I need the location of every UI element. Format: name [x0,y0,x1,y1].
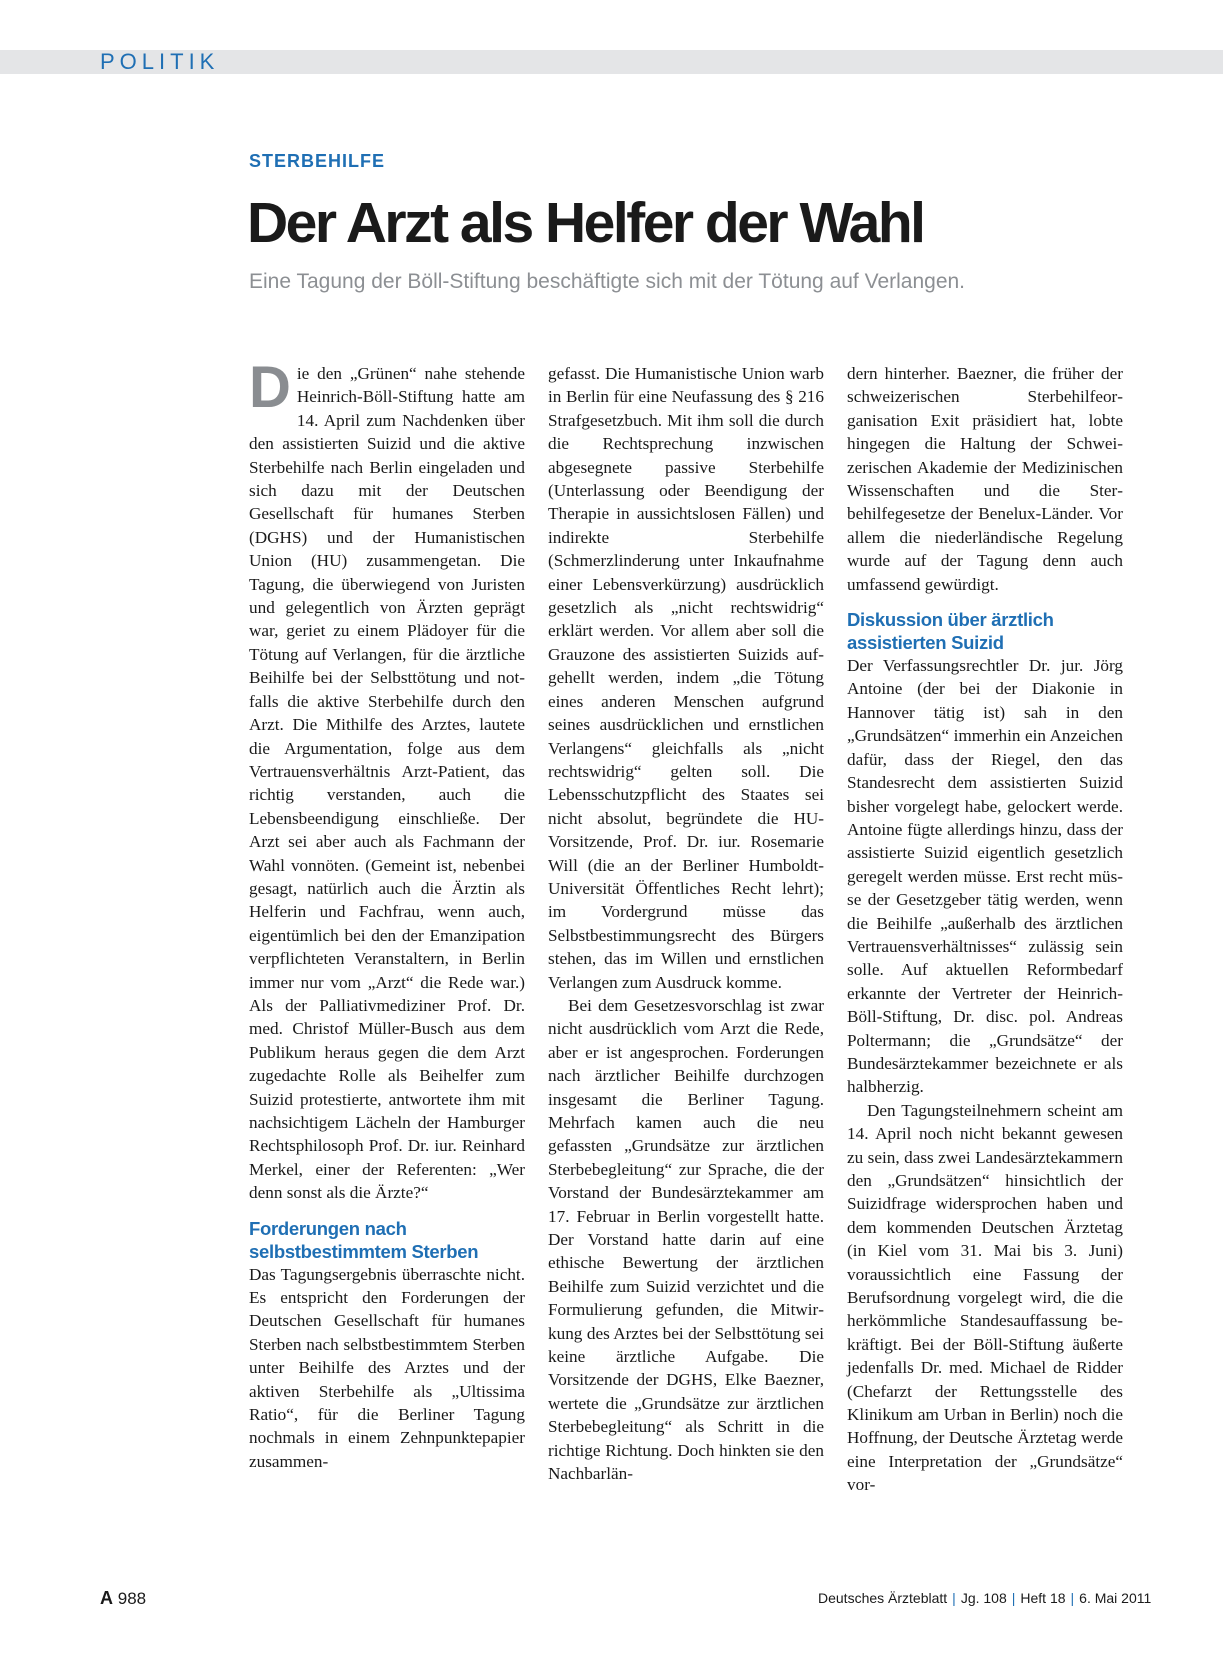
paragraph: Das Tagungsergebnis überraschte nicht. Es entspricht den Forderungen der Deutschen Gesellschaft für humanes Sterben nach selbstbestimmtem Sterben unter Beihilfe des Arztes und der aktiven Sterbehilfe als „Ultissima Ratio“, für die Berliner Tagung nochmals in einem Zehnpunktepapier zusammen- [249,1264,525,1471]
journal-volume: Jg. 108 [960,1590,1007,1606]
subheading: Forderungen nach selbstbestimmtem Sterben [249,1217,479,1262]
paragraph: dern hinterher. Baezner, die früher der schweizerischen Sterbehilfeorganisation Exit präsidiert hat, lobte hingegen die Haltung der Schweizerischen Akademie der Medizinischen Wissenschaften und die Sterbehilfegesetze der Benelux-Länder. Vor allem die niederländische Regelung wurde auf der Tagung denn auch umfassend gewürdigt. [847,364,1123,594]
journal-issue: Heft 18 [1020,1590,1066,1606]
drop-cap: D [249,355,291,420]
paragraph: Den Tagungsteilnehmern scheint am 14. April noch nicht bekannt gewesen zu sein, dass zwei Landesärztekammern den „Grundsätzen“ hinsichtlich der Suizidfrage widersprochen haben und dem kommenden Deutschen Ärztetag (in Kiel vom 31. Mai bis 3. Juni) voraussichtlich eine Fassung der Berufsordnung vorgelegt wird, die die herkömmliche Standesauffassung bekräftigt. Bei der Böll-Stiftung äußerte jedenfalls Dr. med. Michael de Ridder (Chefarzt der Rettungsstelle des Klinikum am Urban in Berlin) noch die Hoffnung, der Deutsche Ärztetag werde eine Interpretation der „Grundsätze“ vor- [847,1100,1123,1495]
section-header-bar [0,50,1223,74]
page-prefix: A [100,1588,113,1608]
separator: | [1070,1590,1075,1606]
publication-info [818,1590,1151,1606]
section-label: POLITIK [100,49,220,74]
separator: | [952,1590,956,1606]
paragraph [249,355,525,1205]
paragraph: gefasst. Die Humanistische Union warb in Berlin für eine Neufassung des § 216 Strafgesetzbuch. Mit ihm soll die durch die Rechtsprechung inzwischen abgesegnete passive Sterbehilfe (Unterlassung oder Beendigung der Therapie in aussichtslosen Fällen) und indirekte Sterbehilfe (Schmerzlinderung unter Inkaufnahme einer Lebensverkürzung) ausdrücklich gesetzlich als „nicht rechtswidrig“ erklärt werden. Vor allem aber soll die Grauzone des assistierten Suizids aufgehellt werden, indem „die Tötung eines anderen Menschen aufgrund seines ausdrücklichen und ernstlichen Verlangens“ gleichfalls als „nicht rechtswidrig“ gelten soll. Die Lebensschutzpflicht des Staates sei nicht absolut, begründete die HU-Vorsitzende, Prof. Dr. iur. Rosemarie Will (die an der Berliner Humboldt-Universität Öffentliches Recht lehrt); im Vordergrund müsse das Selbstbestimmungsrecht des Bürgers stehen, das im Willen und ernstlichen Verlangen zum Ausdruck komme. [548,364,824,992]
article-subtitle: Eine Tagung der Böll-Stiftung beschäftigte sich mit der Tötung auf Verlangen. [249,270,966,293]
article-kicker: STERBEHILFE [249,151,386,171]
paragraph: Der Verfassungsrechtler Dr. jur. Jörg Antoine (der bei der Diakonie in Hannover tätig ist) sah in den „Grundsätzen“ immerhin ein Anzeichen dafür, dass der Riegel, den das Standesrecht dem assistierten Suizid bisher vorgelegt habe, gelockert werde. Antoine fügte allerdings hinzu, dass der assistierte Suizid eigentlich gesetzlich geregelt werden müsse. Erst recht müsse der Gesetzgeber tätig werden, wenn die Beihilfe „außerhalb des ärztlichen Vertrauensverhältnisses“ zulässig sein solle. Auf aktuellen Reformbedarf erkannte der Vertreter der Heinrich-Böll-Stiftung, Dr. disc. pol. Andreas Poltermann; die „Grundsätze“ der Bundesärztekammer bezeichnete er als halbherzig. [847,656,1123,1097]
text-column-2 [548,362,824,1486]
text-column-1 [249,355,525,1473]
subheading: Diskussion über ärztlich assistierten Suizid [847,609,1054,654]
paragraph-text: ie den „Grünen“ nahe stehende Heinrich-Böll-Stiftung hatte am 14. April zum Nachdenken über den assistierten Suizid und die aktive Sterbehilfe nach Berlin eingeladen und sich dazu mit der Deutschen Gesellschaft für humanes Sterben (DGHS) und der Humanistischen Union (HU) zusammengetan. Die Tagung, die überwiegend von Juristen und gelegentlich von Ärzten geprägt war, geriet zu einem Plädoyer für die Tötung auf Verlangen, für die ärztliche Beihilfe bei der Selbsttötung und notfalls die aktive Sterbehilfe durch den Arzt. Die Mithilfe des Arztes, lautete die Argumentation, folge aus dem Vertrauensverhältnis Arzt-Patient, das richtig verstanden, auch die Lebensbeendigung einschließe. Der Arzt sei aber auch als Fachmann der Wahl vonnöten. (Gemeint ist, nebenbei gesagt, natürlich auch die Ärztin als Helferin und Fachfrau, wenn auch, eigentümlich bei den der Emanzipation verpflichteten Veranstaltern, in Berlin immer nur vom „Arzt“ die Rede war.) Als der Palliativmediziner Prof. Dr. med. Christof Müller-Busch aus dem Publikum heraus gegen die dem Arzt zugedachte Rolle als Beihelfer zum Suizid protestierte, antwortete ihm mit nachsichtigem Lächeln der Hamburger Rechtsphilosoph Prof. Dr. iur. Reinhard Merkel, einer der Referenten: „Wer denn sonst als die Ärzte?“ [249,364,525,1203]
page-number [100,1588,146,1609]
journal-date: 6. Mai 2011 [1079,1590,1152,1606]
text-column-3 [847,362,1123,1497]
page-number-value: 988 [117,1589,147,1608]
journal-name: Deutsches Ärzteblatt [818,1590,948,1606]
article-headline: Der Arzt als Helfer der Wahl [247,191,924,255]
paragraph: Bei dem Gesetzesvorschlag ist zwar nicht ausdrücklich vom Arzt die Rede, aber er ist angesprochen. Forderungen nach ärztlicher Beihilfe durchzogen insgesamt die Berliner Tagung. Mehrfach kamen auch die neu gefassten „Grundsätze zur ärztlichen Sterbebegleitung“ zur Sprache, die der Vorstand der Bundesärztekammer am 17. Februar in Berlin vorgestellt hatte. Der Vorstand hatte darin auf eine ethische Bewertung der ärztlichen Beihilfe zum Suizid verzichtet und die Formulierung gefunden, die Mitwirkung des Arztes bei der Selbsttötung sei keine ärztliche Aufgabe. Die Vorsitzende der DGHS, Elke Baezner, wertete die „Grundsätze zur ärztlichen Sterbebegleitung“ als Schritt in die richtige Richtung. Doch hinkten sie den Nachbarlän- [548,995,824,1484]
separator: | [1011,1590,1016,1606]
